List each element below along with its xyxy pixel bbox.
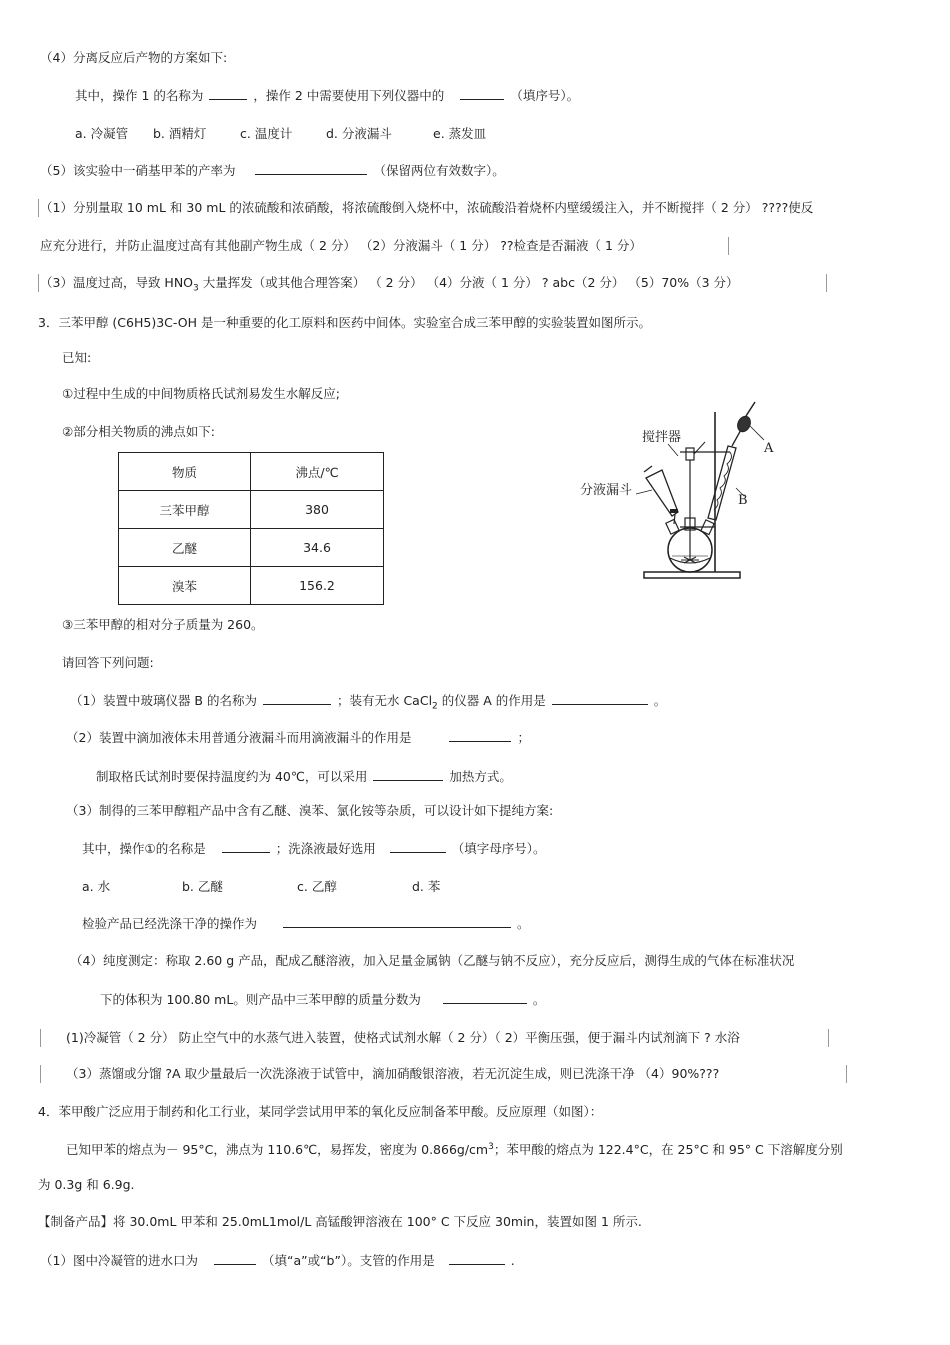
- answer-blank[interactable]: [222, 840, 270, 853]
- q3-part-4b: [100, 991, 545, 1008]
- stirrer-motor: [686, 448, 694, 460]
- s5-text: （5）该实验中一硝基甲苯的产率为: [40, 163, 236, 178]
- table-row: [119, 567, 384, 605]
- q3-part-3a: [82, 840, 546, 857]
- label-b: B: [738, 493, 748, 508]
- q3-p1-c: 的仪器 A 的作用是: [437, 693, 546, 708]
- superscript: 3: [488, 1142, 494, 1152]
- q4-line-1: [66, 1139, 843, 1158]
- s4-text-c: （填序号）。: [510, 88, 580, 103]
- s4-option-c: c. 温度计: [240, 126, 293, 141]
- q3-p1-b: ；装有无水 CaCl: [336, 693, 433, 708]
- answer-line-3-b: 大量挥发（或其他合理答案） （ 2 分） （4）分液（ 1 分） ? abc（2 分） （5）70%（3 分）: [198, 275, 739, 290]
- table-row: [119, 529, 384, 567]
- s4-text-a: 其中，操作 1 的名称为: [75, 88, 204, 103]
- q3-title: 3．三苯甲醇 (C6H5)3C-OH 是一种重要的化工原料和医药中间体。实验室合成三苯甲醇的实验装置如图所示。: [38, 315, 651, 330]
- answer-blank[interactable]: [460, 87, 504, 100]
- answer-divider: [38, 199, 39, 217]
- s4-option-d: d. 分液漏斗: [326, 126, 392, 141]
- boiling-point-table: [118, 452, 384, 605]
- s4-option-e: e. 蒸发皿: [433, 126, 487, 141]
- q3-p3-d-tail: 。: [517, 916, 530, 931]
- table-cell: 380: [251, 491, 384, 529]
- q4-line-2: 为 0.3g 和 6.9g.: [38, 1177, 135, 1192]
- answer-divider: [40, 1065, 41, 1083]
- q3-p3-b: ；洗涤液最好选用: [275, 841, 376, 856]
- answer-blank[interactable]: [263, 692, 331, 705]
- q3-p3-c: （填字母序号）。: [451, 841, 546, 856]
- q3-answer-2: （3）蒸馏或分馏 ?A 取少量最后一次洗涤液于试管中，滴加硝酸银溶液，若无沉淀生成，则已洗涤干净 （4）90%???: [66, 1066, 720, 1081]
- q3-option-b: b. 乙醚: [182, 879, 223, 894]
- q3-part-2b: [96, 768, 512, 785]
- answer-blank[interactable]: [449, 1252, 505, 1265]
- q3-p4b: 下的体积为 100.80 mL。则产品中三苯甲醇的质量分数为: [100, 992, 421, 1007]
- q3-p3-d: 检验产品已经洗涤干净的操作为: [82, 916, 258, 931]
- answer-divider: [826, 274, 827, 292]
- answer-divider: [40, 1029, 41, 1047]
- q4-l4-a: （1）图中冷凝管的进水口为: [40, 1253, 198, 1268]
- q4-l1-b: ；苯甲酸的熔点为 122.4°C，在 25°C 和 95° C 下溶解度分别: [493, 1142, 843, 1158]
- s4-line: [75, 87, 579, 104]
- s4-option-a: a. 冷凝管: [75, 126, 129, 141]
- answer-blank[interactable]: [390, 840, 446, 853]
- q4-l4-b: （填“a”或“b”）。支管的作用是: [261, 1253, 435, 1268]
- q3-p2b: 制取格氏试剂时要保持温度约为 40℃，可以采用: [96, 769, 368, 784]
- answer-blank[interactable]: [209, 87, 247, 100]
- subscript: 3: [193, 283, 199, 294]
- q3-part-3d: [82, 915, 530, 932]
- q3-option-c: c. 乙醇: [297, 879, 337, 894]
- answer-blank[interactable]: [443, 991, 527, 1004]
- q3-known-2: ②部分相关物质的沸点如下:: [62, 424, 215, 439]
- s4-text-b: ，操作 2 中需要使用下列仪器中的: [253, 88, 445, 103]
- table-cell: 溴苯: [119, 567, 251, 605]
- answer-line-3-a: （3）温度过高，导致 HNO: [40, 275, 194, 290]
- q3-part-1: [70, 692, 666, 715]
- q3-known: 已知:: [62, 350, 92, 365]
- q3-part-3: （3）制得的三苯甲醇粗产品中含有乙醚、溴苯、氯化铵等杂质，可以设计如下提纯方案:: [66, 803, 554, 818]
- table-row: [119, 491, 384, 529]
- q3-p2-tail: ；: [517, 730, 530, 745]
- answer-blank[interactable]: [373, 768, 443, 781]
- table-cell: 三苯甲醇: [119, 491, 251, 529]
- table-cell: 156.2: [251, 567, 384, 605]
- q4-l4-c: .: [510, 1253, 515, 1268]
- q3-option-d: d. 苯: [412, 879, 441, 894]
- answer-line-3: [40, 275, 739, 297]
- subscript: 2: [432, 701, 438, 712]
- q3-p2: （2）装置中滴加液体未用普通分液漏斗而用滴液漏斗的作用是: [66, 730, 412, 745]
- drying-tube-a: [735, 414, 753, 434]
- q4-l1-a: 已知甲苯的熔点为－ 95°C，沸点为 110.6℃，易挥发，密度为 0.866g/cm: [66, 1142, 489, 1158]
- q3-part-2: [66, 729, 530, 746]
- answer-divider: [728, 237, 729, 255]
- q3-p3-a: 其中，操作①的名称是: [82, 841, 206, 856]
- q3-answer-1: (1)冷凝管（ 2 分） 防止空气中的水蒸气进入装置，使格式试剂水解（ 2 分）（ 2）平衡压强，便于漏斗内试剂滴下 ? 水浴: [66, 1030, 740, 1045]
- answer-blank[interactable]: [283, 915, 511, 928]
- answer-line-2: 应充分进行，并防止温度过高有其他副产物生成（ 2 分） （2）分液漏斗（ 1 分） ??检查是否漏液（ 1 分）: [40, 238, 642, 253]
- s5-line: [40, 162, 505, 179]
- answer-line-1: （1）分别量取 10 mL 和 30 mL 的浓硫酸和浓硝酸，将浓硫酸倒入烧杯中，浓硫酸沿着烧杯内壁缓缓注入，并不断搅拌（ 2 分） ????使反: [40, 200, 814, 215]
- q3-known-1: ①过程中生成的中间物质格氏试剂易发生水解反应;: [62, 386, 340, 401]
- answer-divider: [846, 1065, 847, 1083]
- q3-p2b-tail: 加热方式。: [449, 769, 512, 784]
- table-cell: 乙醚: [119, 529, 251, 567]
- answer-blank[interactable]: [449, 729, 511, 742]
- s4-option-b: b. 酒精灯: [153, 126, 207, 141]
- q3-p1-d: 。: [653, 693, 667, 708]
- stand-base: [644, 572, 740, 578]
- s4-heading: （4）分离反应后产物的方案如下:: [40, 50, 228, 65]
- q3-part-4: （4）纯度测定：称取 2.60 g 产品，配成乙醚溶液，加入足量金属钠（乙醚与钠不反应），充分反应后，测得生成的气体在标准状况: [70, 953, 795, 968]
- answer-blank[interactable]: [552, 692, 648, 705]
- table-header-cell: 物质: [119, 453, 251, 491]
- q4-line-4: [40, 1252, 515, 1269]
- label-a: A: [764, 441, 774, 456]
- table-header-row: [119, 453, 384, 491]
- q3-p1-a: （1）装置中玻璃仪器 B 的名称为: [70, 693, 257, 708]
- table-header-cell: 沸点/℃: [251, 453, 384, 491]
- q4-title: 4．苯甲酸广泛应用于制药和化工行业，某同学尝试用甲苯的氧化反应制备苯甲酸。反应原理（如图）：: [38, 1104, 603, 1119]
- q3-option-a: a. 水: [82, 879, 111, 894]
- apparatus-figure: [580, 400, 800, 590]
- s5-tail: （保留两位有效数字）。: [373, 163, 505, 178]
- q3-ask: 请回答下列问题:: [62, 655, 154, 670]
- answer-divider: [38, 274, 39, 292]
- label-stirrer: 搅拌器: [642, 430, 682, 445]
- q3-known-3: ③三苯甲醇的相对分子质量为 260。: [62, 617, 264, 632]
- q3-p4b-tail: 。: [532, 992, 546, 1007]
- answer-blank[interactable]: [255, 162, 367, 175]
- answer-divider: [828, 1029, 829, 1047]
- table-cell: 34.6: [251, 529, 384, 567]
- q4-line-3: 【制备产品】将 30.0mL 甲苯和 25.0mL1mol/L 高锰酸钾溶液在 100° C 下反应 30min，装置如图 1 所示.: [38, 1214, 642, 1229]
- answer-blank[interactable]: [214, 1252, 256, 1265]
- label-funnel: 分液漏斗: [580, 483, 633, 498]
